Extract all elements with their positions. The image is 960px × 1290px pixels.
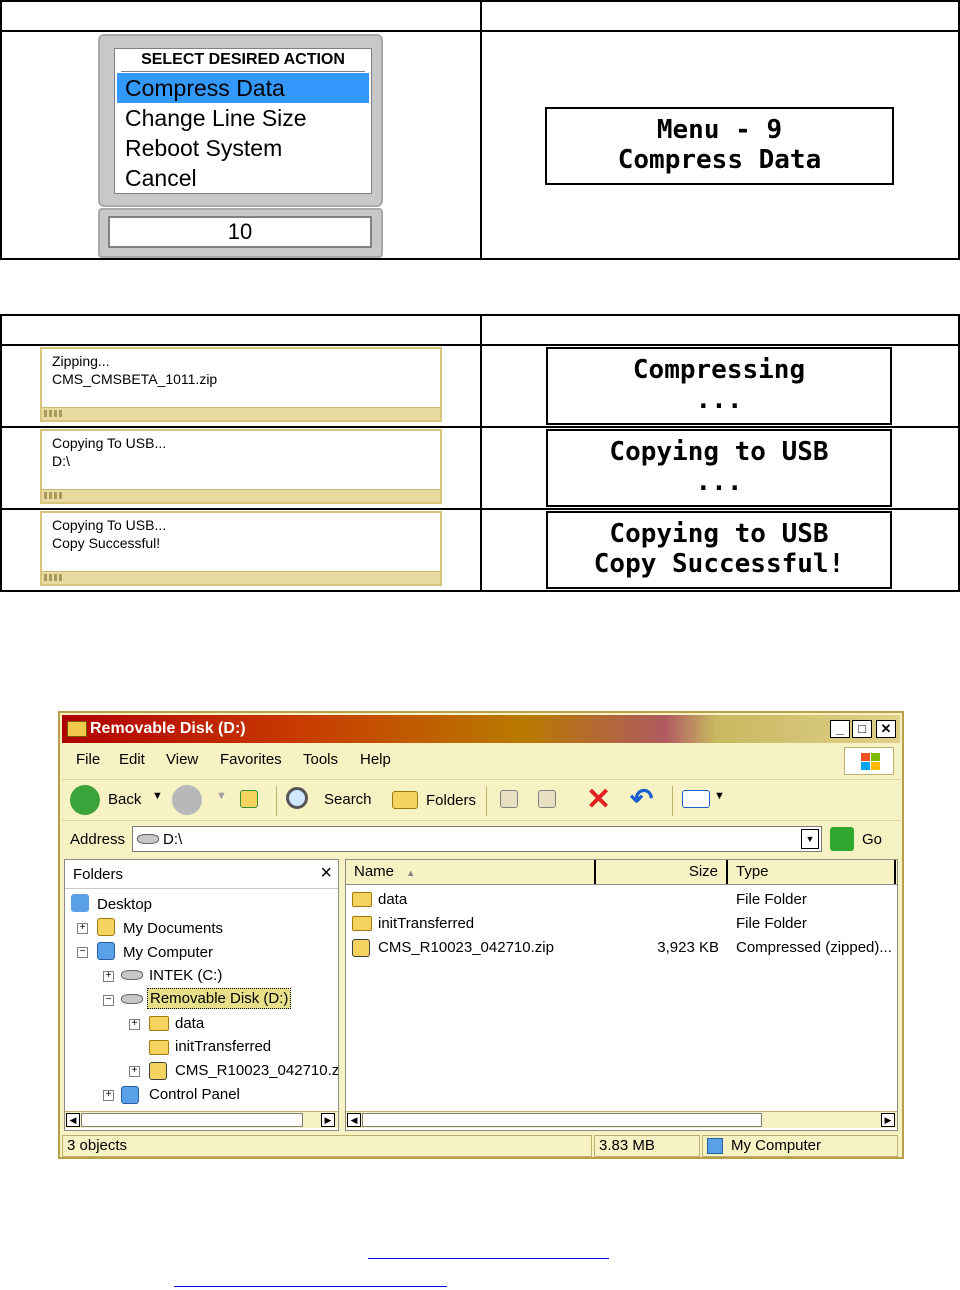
expand-icon[interactable]: + (129, 1019, 140, 1030)
lcd-line2: ... (695, 467, 743, 497)
menu-item-cancel[interactable]: Cancel (125, 165, 197, 191)
file-type: Compressed (zipped)... (736, 939, 892, 956)
lcd-compressing (546, 347, 892, 425)
menu-tools[interactable]: Tools (303, 751, 339, 768)
scroll-right-icon[interactable]: ▶ (321, 1113, 335, 1127)
column-name-label: Name (354, 863, 395, 880)
lcd-line1: Copying to USB (609, 437, 829, 467)
address-label: Address (70, 831, 126, 848)
folders-icon[interactable] (392, 791, 418, 809)
expand-icon[interactable]: + (103, 971, 114, 982)
folders-pane-header (65, 860, 338, 889)
column-header-name[interactable] (346, 860, 596, 884)
file-row[interactable] (346, 888, 897, 912)
tree-item-my-computer[interactable]: My Computer (123, 944, 214, 961)
expand-icon[interactable]: + (77, 923, 88, 934)
folder-icon (149, 1016, 169, 1031)
table1-header-right (480, 0, 960, 32)
toolbar (62, 779, 900, 821)
folder-icon (67, 721, 87, 737)
zip-icon (149, 1062, 167, 1080)
progress-bar (42, 489, 440, 502)
progress-panel-copy-successful (40, 511, 442, 586)
scroll-right-icon[interactable]: ▶ (881, 1113, 895, 1127)
file-list-horizontal-scrollbar[interactable] (346, 1111, 897, 1128)
move-to-icon[interactable] (500, 790, 518, 808)
table1-header-left (0, 0, 482, 32)
scroll-left-icon[interactable]: ◀ (347, 1113, 361, 1127)
back-button[interactable]: Back (108, 791, 142, 808)
tree-item-control-panel[interactable]: Control Panel (149, 1086, 240, 1103)
minimize-button[interactable]: _ (830, 720, 850, 738)
lcd-menu-display (545, 107, 894, 185)
file-name: data (378, 891, 408, 908)
folder-icon (149, 1040, 169, 1055)
table2-header-right (480, 314, 960, 346)
collapse-icon[interactable]: − (77, 947, 88, 958)
scrollbar-thumb[interactable] (362, 1113, 762, 1127)
collapse-icon[interactable]: − (103, 995, 114, 1006)
column-header-type[interactable] (728, 860, 896, 884)
control-panel-icon (121, 1086, 139, 1104)
forward-arrow-icon[interactable] (172, 785, 202, 815)
file-size: 3,923 KB (657, 939, 719, 956)
lcd-menu-line2: Compress Data (617, 145, 822, 175)
tree-item-cms-zip[interactable]: CMS_R10023_042710.z (175, 1062, 340, 1079)
tree-item-removable-disk-d[interactable]: Removable Disk (D:) (147, 988, 291, 1009)
window-title: Removable Disk (D:) (90, 720, 246, 737)
close-icon[interactable]: × (320, 862, 332, 884)
close-button[interactable]: ✕ (876, 720, 896, 738)
delete-icon[interactable]: ✕ (586, 783, 612, 816)
progress-line2: CMS_CMSBETA_1011.zip (52, 371, 218, 387)
drive-icon (137, 834, 159, 844)
progress-line2: D:\ (52, 453, 70, 469)
hyperlink-underline[interactable] (368, 1258, 609, 1259)
file-name: initTransferred (378, 915, 475, 932)
address-dropdown-icon[interactable]: ▼ (801, 829, 819, 849)
go-arrow-icon[interactable] (830, 827, 854, 851)
tree-item-desktop[interactable]: Desktop (97, 896, 153, 913)
back-dropdown-icon[interactable]: ▼ (152, 790, 163, 802)
scroll-left-icon[interactable]: ◀ (66, 1113, 80, 1127)
windows-logo-icon (844, 747, 894, 775)
file-list-pane (345, 859, 898, 1131)
progress-panel-copying (40, 429, 442, 504)
status-location-label: My Computer (731, 1137, 822, 1154)
desktop-icon (71, 894, 89, 912)
action-table (0, 0, 960, 260)
counter-value: 10 (108, 216, 372, 248)
title-bar[interactable] (62, 715, 900, 743)
up-folder-icon[interactable] (240, 790, 258, 808)
folders-horizontal-scrollbar[interactable] (65, 1111, 338, 1128)
column-type-label: Type (736, 863, 769, 880)
hyperlink-underline[interactable] (174, 1286, 447, 1287)
address-bar (62, 823, 900, 855)
address-value: D:\ (163, 831, 183, 848)
menu-help[interactable]: Help (360, 751, 391, 768)
action-menu-header: SELECT DESIRED ACTION (115, 51, 371, 69)
zip-icon (352, 939, 370, 957)
menu-favorites[interactable]: Favorites (220, 751, 282, 768)
expand-icon[interactable]: + (103, 1090, 114, 1101)
menu-view[interactable]: View (166, 751, 199, 768)
menu-item-change-line-size[interactable]: Change Line Size (125, 105, 307, 131)
file-type: File Folder (736, 891, 807, 908)
menu-item-reboot-system[interactable]: Reboot System (125, 135, 283, 161)
views-icon[interactable] (682, 790, 710, 808)
sort-ascending-icon: ▲ (406, 868, 416, 878)
folder-icon (352, 916, 372, 931)
copy-to-icon[interactable] (538, 790, 556, 808)
counter-panel (98, 208, 383, 258)
status-location (702, 1135, 898, 1157)
tree-item-intek-c[interactable]: INTEK (C:) (149, 967, 223, 984)
lcd-line1: Compressing (632, 355, 806, 385)
status-size: 3.83 MB (594, 1135, 700, 1157)
back-arrow-icon[interactable] (70, 785, 100, 815)
progress-line1: Copying To USB... (52, 435, 167, 451)
column-header-size[interactable] (596, 860, 728, 884)
lcd-copy-successful (546, 511, 892, 589)
lcd-line2: ... (695, 385, 743, 415)
explorer-window (58, 711, 904, 1159)
menu-bar (62, 745, 900, 775)
action-menu-screen (114, 48, 372, 194)
status-objects: 3 objects (62, 1135, 592, 1157)
folders-pane-title: Folders (73, 866, 124, 883)
table2-header-left (0, 314, 482, 346)
menu-file[interactable]: File (76, 751, 101, 768)
go-button[interactable]: Go (862, 831, 883, 848)
lcd-line2: Copy Successful! (593, 549, 845, 579)
lcd-line1: Copying to USB (609, 519, 829, 549)
progress-bar (42, 571, 440, 584)
file-row[interactable] (346, 936, 897, 960)
progress-line1: Copying To USB... (52, 517, 167, 533)
expand-icon[interactable]: + (129, 1066, 140, 1077)
progress-bar (42, 407, 440, 420)
action-menu-panel (98, 34, 383, 207)
action-menu-list (117, 73, 369, 193)
folder-icon (352, 892, 372, 907)
file-type: File Folder (736, 915, 807, 932)
drive-icon (121, 970, 143, 980)
progress-panel-zipping (40, 347, 442, 422)
my-computer-icon (97, 942, 115, 960)
removable-disk-icon (121, 994, 143, 1004)
menu-edit[interactable]: Edit (119, 751, 145, 768)
search-button[interactable]: Search (324, 791, 372, 808)
tree-item-my-documents[interactable]: My Documents (123, 920, 224, 937)
menu-item-compress-data[interactable]: Compress Data (117, 73, 369, 103)
progress-line1: Zipping... (52, 353, 110, 369)
search-icon[interactable] (286, 787, 308, 809)
maximize-button[interactable]: □ (852, 720, 872, 738)
lcd-menu-line1: Menu - 9 (656, 115, 783, 145)
status-bar (62, 1133, 900, 1157)
file-row[interactable] (346, 912, 897, 936)
file-list-header (346, 860, 897, 885)
address-input[interactable] (132, 826, 822, 852)
column-size-label: Size (688, 863, 718, 880)
lcd-copying (546, 429, 892, 507)
forward-dropdown-icon[interactable]: ▼ (216, 790, 227, 802)
my-computer-icon (707, 1138, 723, 1154)
undo-icon[interactable]: ↶ (630, 783, 654, 814)
tree-item-inittransferred[interactable]: initTransferred (175, 1038, 272, 1055)
folders-pane (64, 859, 339, 1131)
progress-line2: Copy Successful! (52, 535, 161, 551)
file-name: CMS_R10023_042710.zip (378, 939, 554, 956)
tree-item-data[interactable]: data (175, 1015, 205, 1032)
views-dropdown-icon[interactable]: ▼ (714, 790, 725, 802)
scrollbar-thumb[interactable] (81, 1113, 303, 1127)
my-documents-icon (97, 918, 115, 936)
folders-button[interactable]: Folders (426, 792, 477, 809)
